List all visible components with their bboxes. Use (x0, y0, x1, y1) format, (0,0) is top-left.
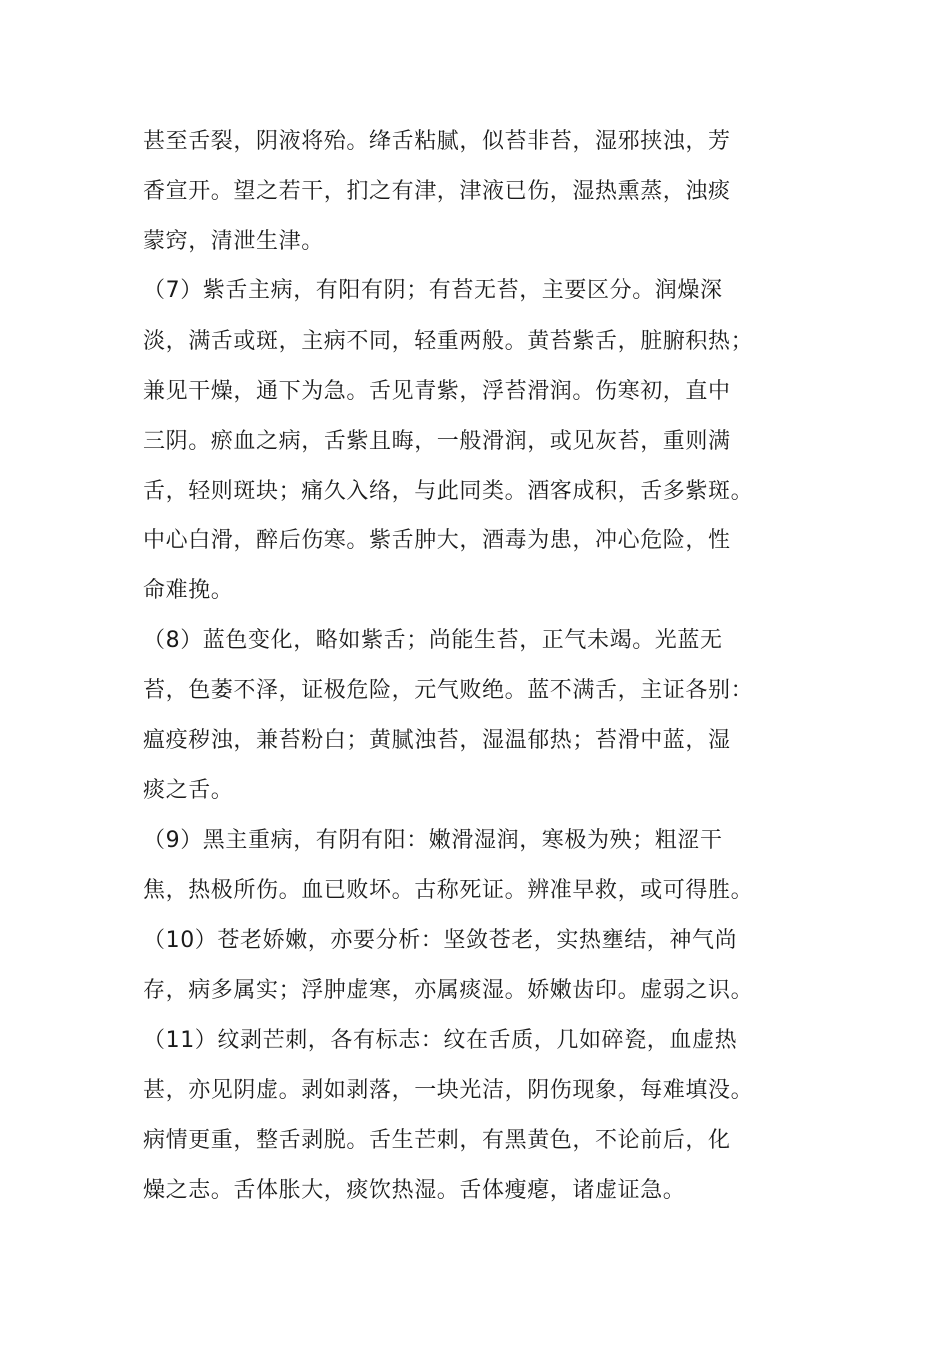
text-line: 兼见干燥，通下为急。舌见青紫，浮苔滑润。伤寒初，直中 (143, 379, 731, 404)
text-line: 甚，亦见阴虚。剥如剥落，一块光洁，阴伤现象，每难填没。 (143, 1078, 754, 1103)
text-line: 甚至舌裂，阴液将殆。绛舌粘腻，似苔非苔，湿邪挟浊，芳 (143, 129, 731, 154)
text-line: 蒙窍，清泄生津。 (143, 229, 324, 254)
text-line: 中心白滑，醉后伤寒。紫舌肿大，酒毒为患，冲心危险，性 (143, 528, 731, 553)
text-line: 痰之舌。 (143, 778, 234, 803)
text-line: 舌，轻则斑块；痛久入络，与此同类。酒客成积，舌多紫斑。 (143, 479, 754, 504)
text-line: 病情更重，整舌剥脱。舌生芒刺，有黑黄色，不论前后，化 (143, 1128, 731, 1153)
text-line: （11）纹剥芒刺，各有标志：纹在舌质，几如碎瓷，血虚热 (143, 1028, 738, 1053)
text-line: 三阴。瘀血之病，舌紫且晦，一般滑润，或见灰苔，重则满 (143, 429, 731, 454)
text-line: 焦，热极所伤。血已败坏。古称死证。辨准早救，或可得胜。 (143, 878, 754, 903)
text-line: 燥之志。舌体胀大，痰饮热湿。舌体瘦瘪，诸虚证急。 (143, 1178, 686, 1203)
text-line: 苔，色萎不泽，证极危险，元气败绝。蓝不满舌，主证各别： (143, 678, 754, 703)
text-line: 存，病多属实；浮肿虚寒，亦属痰湿。娇嫩齿印。虚弱之识。 (143, 978, 754, 1003)
text-line: 命难挽。 (143, 578, 234, 603)
text-line: 瘟疫秽浊，兼苔粉白；黄腻浊苔，湿温郁热；苔滑中蓝，湿 (143, 728, 731, 753)
text-line: （8）蓝色变化，略如紫舌；尚能生苔，正气未竭。光蓝无 (143, 628, 723, 653)
text-line: （10）苍老娇嫩，亦要分析：坚敛苍老，实热壅结，神气尚 (143, 928, 738, 953)
text-line: （7）紫舌主病，有阳有阴；有苔无苔，主要区分。润燥深 (143, 278, 723, 303)
text-line: 香宣开。望之若干，扪之有津，津液已伤，湿热熏蒸，浊痰 (143, 179, 731, 204)
text-line: 淡，满舌或斑，主病不同，轻重两般。黄苔紫舌，脏腑积热； (143, 329, 754, 354)
text-line: （9）黑主重病，有阴有阳：嫩滑湿润，寒极为殃；粗涩干 (143, 828, 723, 853)
